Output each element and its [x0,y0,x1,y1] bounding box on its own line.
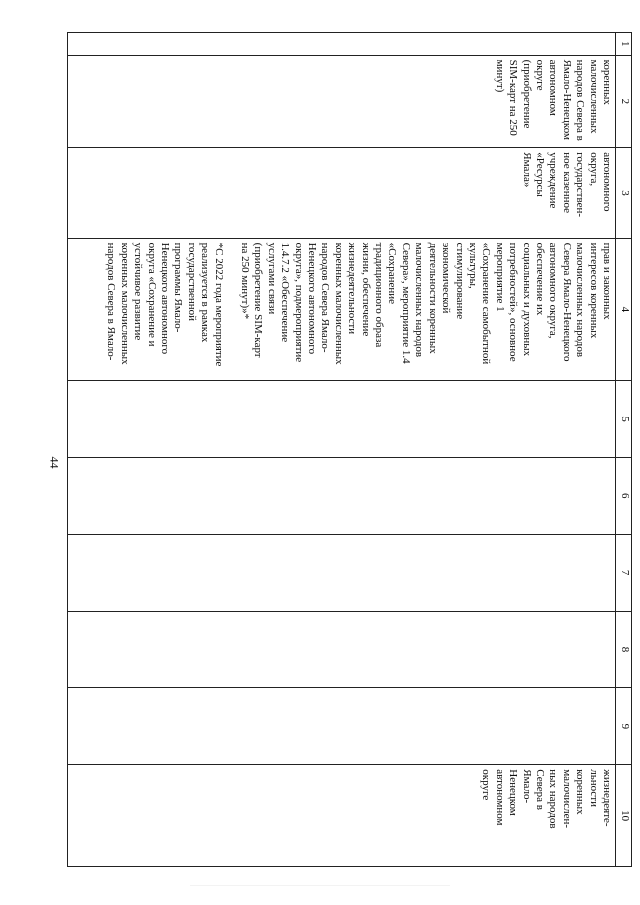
cell-col-2-text: коренных малочисленных народов Севера в Ямало-Ненецком автономном округе (приобретение SIM-карт на 250 минут) [493,59,613,141]
header-col-10: 10 [616,765,632,867]
cell-col-3-text: автономного округа, государствен- ное казенное учреждение «Ресурсы Ямала» [520,152,613,218]
header-col-6: 6 [616,457,632,534]
header-col-3: 3 [616,148,632,238]
cell-col-10 [68,765,616,867]
cell-col-6 [68,457,616,534]
header-col-1: 1 [616,33,632,56]
cell-col-7 [68,534,616,611]
header-row [616,33,632,867]
scan-edge-mark [190,885,450,886]
cell-col-10-text: жизнедеяте- льности коренных малочислен- ных народов Севера в Ямало- Ненецком автономном округе [480,769,613,829]
cell-col-4-text: прав и законных интересов коренных малочисленных народов Севера Ямало-Ненецкого автономного округа, обеспечение их социальных и духовных потребностей», основное мероприятие 1 «Сохранение самобытной культуры, стимулирование экономической деятельности коренных малочисленных народов Севера», мероприятие 1.4 «Сохранение традиционного образа жизни, обеспечение жизнедеятельности коренных малочисленных народов Севера Ямало- Ненецкого автономного округа», подмероприятие 1.4.7.2 «Обеспечение услугами связи (приобретение SIM-карт на 250 минут)»* [239,242,613,365]
program-table [67,32,632,867]
page-number: 44 [47,456,62,469]
header-col-8: 8 [616,611,632,688]
cell-col-5 [68,381,616,458]
cell-col-8 [68,611,616,688]
table-row [68,33,616,867]
cell-col-4-footnote: *С 2022 года мероприятие реализуется в рамках государственной программы Ямало- Ненецкого автономного округа «Сохранение и устойчивое развитие коренных малочисленных народов Севера в Ямало- [105,242,225,367]
header-col-4: 4 [616,238,632,380]
cell-col-2 [68,55,616,148]
header-col-2: 2 [616,55,632,148]
cell-col-4 [68,238,616,380]
header-col-7: 7 [616,534,632,611]
cell-col-1 [68,33,616,56]
cell-col-3 [68,148,616,238]
rotated-table-sheet [67,32,632,867]
header-col-5: 5 [616,381,632,458]
header-col-9: 9 [616,688,632,765]
cell-col-9 [68,688,616,765]
